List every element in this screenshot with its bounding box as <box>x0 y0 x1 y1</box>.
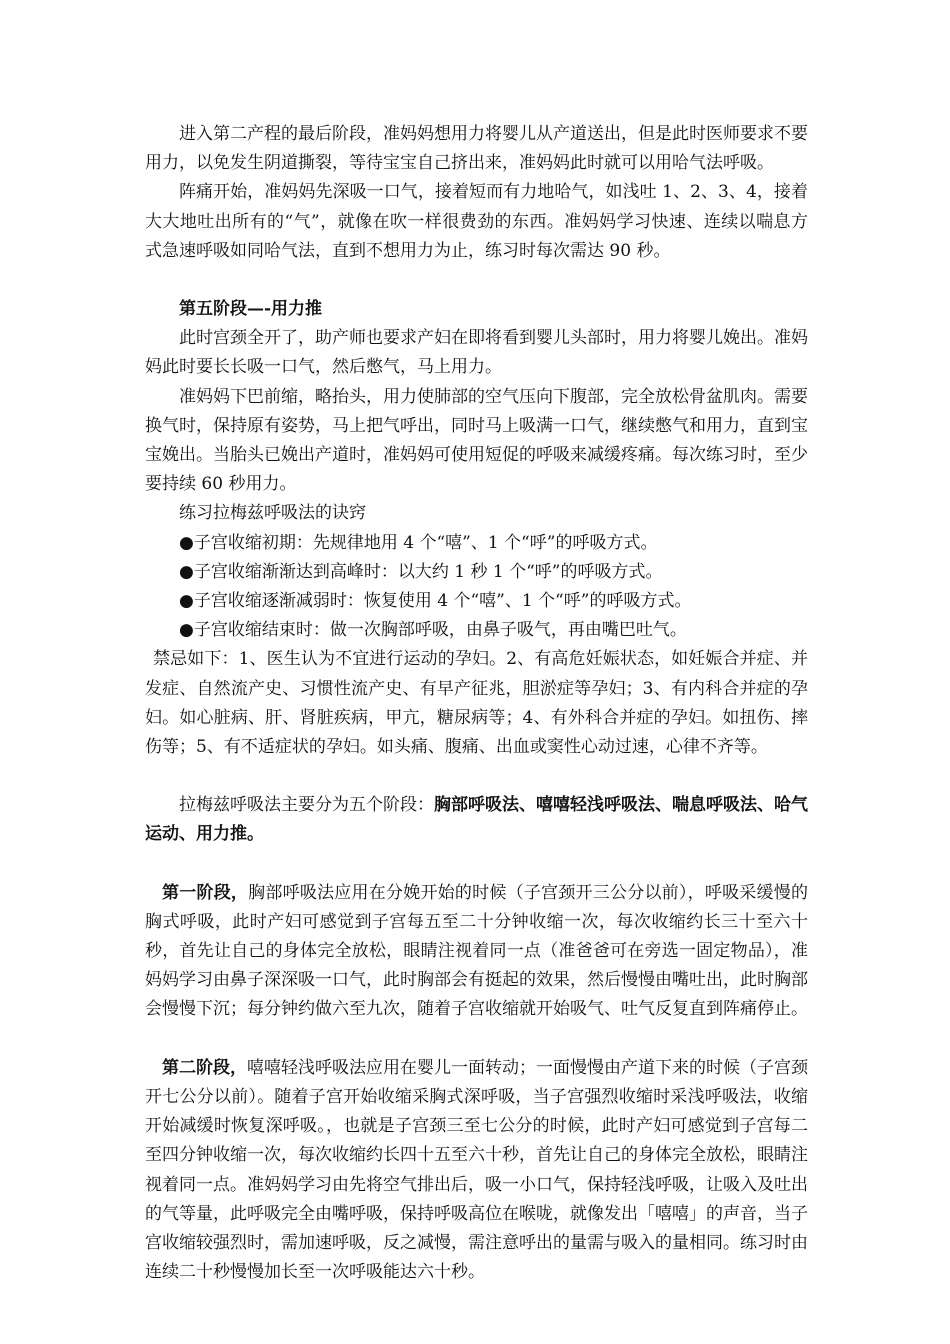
stage1-label: 第一阶段， <box>162 882 249 903</box>
paragraph-panting-method: 阵痛开始，准妈妈先深吸一口气，接着短而有力地哈气，如浅吐 1、2、3、4，接着大大地吐出所有的“气”，就像在吹一样很费劲的东西。准妈妈学习快速、连续以喘息方式急速呼吸如同哈气法，直到不想用力为止，练习时每次需达 90 秒。 <box>145 182 808 261</box>
paragraph-push-method: 准妈妈下巴前缩，略抬头，用力使肺部的空气压向下腹部，完全放松骨盆肌肉。需要换气时，保持原有姿势，马上把气呼出，同时马上吸满一口气，继续憋气和用力，直到宝宝娩出。当胎头已娩出产道时，准妈妈可使用短促的呼吸来减缓疼痛。每次练习时，至少要持续 60 秒用力。 <box>145 386 808 495</box>
stage2-text: 嘻嘻轻浅呼吸法应用在婴儿一面转动；一面慢慢由产道下来的时候（子宫颈开七公分以前）。随着子宫开始收缩采胸式深呼吸，当子宫强烈收缩时采浅呼吸法，收缩开始减缓时恢复深呼吸。，也就是子宫颈三至七公分的时候，此时产妇可感觉到子宫每二至四分钟收缩一次，每次收缩约长四十五至六十秒，首先让自己的身体完全放松，眼睛注视着同一点。准妈妈学习由先将空气排出后，吸一小口气，保持轻浅呼吸，让吸入及吐出的气等量，此呼吸完全由嘴呼吸，保持呼吸高位在喉咙，就像发出「嘻嘻」的声音，当子宫收缩较强烈时，需加速呼吸，反之减慢，需注意呼出的量需与吸入的量相同。练习时由连续二十秒慢慢加长至一次呼吸能达六十秒。 <box>145 1057 808 1283</box>
paragraph-stage1 <box>145 879 808 1025</box>
five-stages-lead: 拉梅兹呼吸法主要分为五个阶段： <box>179 795 434 816</box>
paragraph-stage2 <box>145 1054 808 1288</box>
paragraph-five-stages <box>145 791 808 849</box>
stage1-text: 胸部呼吸法应用在分娩开始的时候（子宫颈开三公分以前），呼吸采缓慢的胸式呼吸，此时产妇可感觉到子宫每五至二十分钟收缩一次，每次收缩约长三十至六十秒，首先让自己的身体完全放松，眼睛注视着同一点（准爸爸可在旁选一固定物品），准妈妈学习由鼻子深深吸一口气，此时胸部会有挺起的效果，然后慢慢由嘴吐出，此时胸部会慢慢下沉；每分钟约做六至九次，随着子宫收缩就开始吸气、吐气反复直到阵痛停止。 <box>145 882 809 1020</box>
stage2-label: 第二阶段， <box>162 1057 247 1078</box>
spacer <box>145 762 808 791</box>
spacer <box>145 1025 808 1054</box>
tips-list <box>145 529 808 646</box>
paragraph-exhale-stage-intro: 进入第二产程的最后阶段，准妈妈想用力将婴儿从产道送出，但是此时医师要求不要用力，以免发生阴道撕裂，等待宝宝自己挤出来，准妈妈此时就可以用哈气法呼吸。 <box>145 124 808 174</box>
spacer <box>145 266 808 295</box>
five-stages-list: 胸部呼吸法、嘻嘻轻浅呼吸法、喘息呼吸法、哈气运动、用力推。 <box>145 795 808 845</box>
list-item: ●子宫收缩初期：先规律地用 4 个“嘻”、1 个“呼”的呼吸方式。 <box>179 532 658 553</box>
spacer <box>145 850 808 879</box>
paragraph-contraindications: 禁忌如下：1、医生认为不宜进行运动的孕妇。2、有高危妊娠状态，如妊娠合并症、并发症、自然流产史、习惯性流产史、有早产征兆，胆淤症等孕妇；3、有内科合并症的孕妇。如心脏病、肝、肾脏疾病，甲亢，糖尿病等；4、有外科合并症的孕妇。如扭伤、摔伤等；5、有不适症状的孕妇。如头痛、腹痛、出血或窦性心动过速，心律不齐等。 <box>145 649 808 758</box>
list-item: ●子宫收缩逐渐减弱时：恢复使用 4 个“嘻”、1 个“呼”的呼吸方式。 <box>179 591 692 612</box>
tips-title: 练习拉梅兹呼吸法的诀窍 <box>179 503 366 524</box>
document-page <box>145 120 808 1287</box>
paragraph-push-intro: 此时宫颈全开了，助产师也要求产妇在即将看到婴儿头部时，用力将婴儿娩出。准妈妈此时要长长吸一口气，然后憋气，马上用力。 <box>145 328 808 378</box>
list-item: ●子宫收缩结束时：做一次胸部呼吸，由鼻子吸气，再由嘴巴吐气。 <box>179 620 687 641</box>
section-heading-stage5: 第五阶段—-用力推 <box>179 299 323 320</box>
list-item: ●子宫收缩渐渐达到高峰时：以大约 1 秒 1 个“呼”的呼吸方式。 <box>179 561 663 582</box>
